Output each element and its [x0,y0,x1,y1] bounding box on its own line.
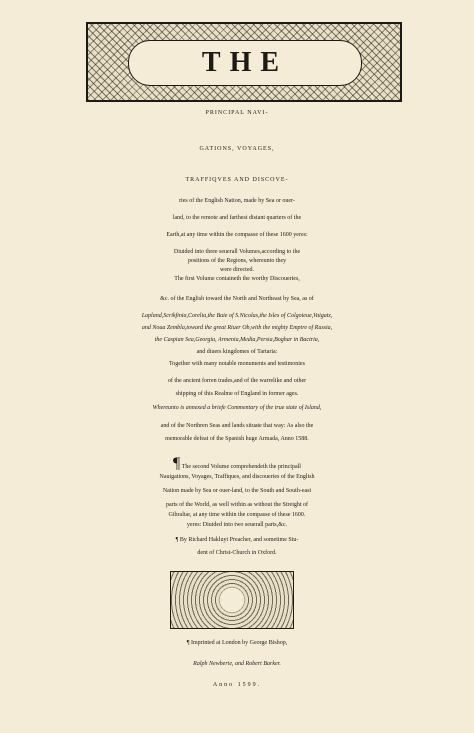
volume2-line-2: Nauigations, Voyages, Traffiques, and discoueries of the English [159,474,315,480]
volumes-note-line-2: positions of the Regions, whereunto they [187,258,287,264]
volume1-line-3: Lapland,Scrikfinia,Corelia,the Baie of S.Nicolas,the Isles of Colgoieue,Vaigatz, [141,313,333,319]
pilcrow-icon: ¶ [175,537,179,543]
volume1-line-6: and diuers kingdomes of Tartaria: [196,349,278,355]
together-line-3: shipping of this Realme of England in former ages. [175,391,299,397]
imprint-line-1 [0,640,474,646]
banner-title: THE [201,47,289,78]
together-line-1: Together with many notable monuments and testimonies [169,361,305,367]
main-title-line-6: Earth,at any time within the compasse of these 1600 yeres: [166,232,308,238]
together-line-2: of the ancient forren trades,and of the warrelike and other [167,378,307,384]
author-line-1 [0,537,474,543]
printers-device-ornament [170,571,294,629]
pilcrow-icon: ¶ [173,455,181,472]
pilcrow-icon: ¶ [186,640,190,646]
whereunto-line-3: memorable defeat of the Spanish huge Armada, Anno 1588. [165,436,309,442]
title-banner-cartouche [128,40,362,86]
author-line-1-text: By Richard Hakluyt Preacher, and sometime Stu- [179,537,299,543]
main-title-line-1: PRINCIPAL NAVI- [205,110,269,116]
volume2-line-5: Gibraltar, at any time within the compasse of these 1600. [168,512,306,518]
volumes-note-line-1: Diuided into three seuerall Volumes,according to the [173,249,301,255]
imprint-line-1-text: Imprinted at London by George Bishop, [191,640,288,646]
volume2-line-6: yeres: Diuided into two seuerall parts,&c. [186,522,288,528]
main-title-line-3: TRAFFIQVES AND DISCOVE- [185,177,289,183]
volume1-line-2: &c. of the English toward the North and Northeast by Sea, as of [160,296,314,302]
volumes-note-line-3: were directed. [220,267,254,273]
imprint-line-2: Ralph Newberie, and Robert Barker. [193,661,281,667]
main-title-line-2: GATIONS, VOYAGES, [199,146,275,152]
main-title-line-5: land, to the remote and farthest distant quarters of the [172,215,302,221]
title-banner-ornament [86,22,402,102]
whereunto-line-2: and of the Northren Seas and lands situate that way: As also the [160,423,314,429]
volume2-line-1-text: The second Volume comprehendeth the principall [181,464,301,470]
volume2-line-4: parts of the World, as well within as without the Streight of [165,502,309,508]
author-line-2: dent of Christ-Church in Oxford. [197,550,277,556]
volume2-line-3: Nation made by Sea or ouer-land, to the South and South-east [162,488,312,494]
whereunto-line-1: Whereunto is annexed a briefe Commentary of the true state of Island, [152,405,322,411]
volume1-line-5: the Caspian Sea,Georgia, Armenia,Media,Persia,Boghar in Bactria, [154,337,320,343]
volume1-line-1: The first Volume containeth the worthy Discoueries, [174,276,300,282]
imprint-line-3: Anno 1599. [212,682,262,688]
volume2-line-1 [0,455,474,473]
volume1-line-4: and Noua Zembla,toward the great Riuer Ob,with the mighty Empire of Russia, [141,325,333,331]
main-title-line-4: ries of the English Nation, made by Sea or ouer- [179,198,295,204]
